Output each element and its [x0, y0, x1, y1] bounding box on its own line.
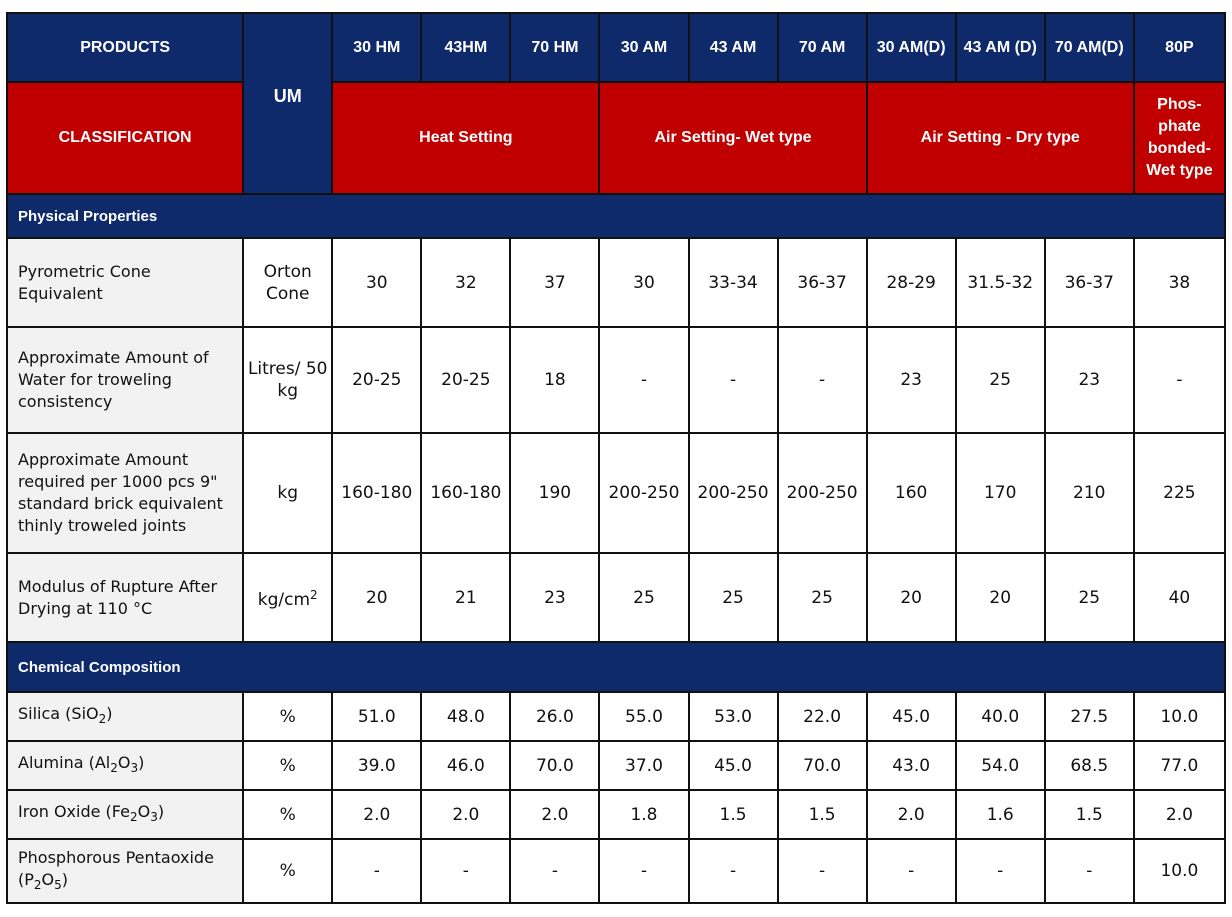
value-cell: 23 — [1045, 327, 1134, 433]
value-cell: - — [332, 839, 421, 903]
classification-air-wet: Air Setting- Wet type — [599, 82, 866, 194]
value-cell: 36-37 — [1045, 238, 1134, 327]
row-label: Approximate Amount required per 1000 pcs 9" standard brick equivalent thinly troweled joints — [7, 433, 243, 553]
value-cell: 1.5 — [689, 790, 778, 839]
value-cell: 1.5 — [1045, 790, 1134, 839]
value-cell: 33-34 — [689, 238, 778, 327]
value-cell: 1.5 — [778, 790, 867, 839]
row-unit: % — [243, 741, 332, 790]
value-cell: 27.5 — [1045, 692, 1134, 741]
value-cell: 2.0 — [1134, 790, 1225, 839]
value-cell: 25 — [956, 327, 1045, 433]
classification-header: CLASSIFICATION — [7, 82, 243, 194]
value-cell: 2.0 — [867, 790, 956, 839]
row-unit: $kg/cm^2$ — [243, 553, 332, 642]
refractory-mortar-spec-table — [6, 12, 1226, 904]
value-cell: 77.0 — [1134, 741, 1225, 790]
value-cell: 1.6 — [956, 790, 1045, 839]
row-unit: Litres/ 50 kg — [243, 327, 332, 433]
value-cell: 37.0 — [599, 741, 688, 790]
value-cell: 25 — [599, 553, 688, 642]
product-header: 70 HM — [510, 13, 599, 82]
value-cell: 68.5 — [1045, 741, 1134, 790]
um-header: UM — [243, 13, 332, 194]
value-cell: 38 — [1134, 238, 1225, 327]
value-cell: 37 — [510, 238, 599, 327]
value-cell: 200-250 — [689, 433, 778, 553]
row-label: Phosphorous Pentaoxide $(P_2O_5)$ — [7, 839, 243, 903]
row-unit: kg — [243, 433, 332, 553]
product-header: 43 AM — [689, 13, 778, 82]
value-cell: 2.0 — [332, 790, 421, 839]
value-cell: 54.0 — [956, 741, 1045, 790]
value-cell: 20 — [867, 553, 956, 642]
value-cell: 20-25 — [332, 327, 421, 433]
value-cell: - — [778, 327, 867, 433]
row-label: Iron Oxide $(Fe_2O_3)$ — [7, 790, 243, 839]
value-cell: 170 — [956, 433, 1045, 553]
row-unit: % — [243, 839, 332, 903]
product-header: 30 HM — [332, 13, 421, 82]
row-unit: Orton Cone — [243, 238, 332, 327]
row-label: Silica (SiO$_2$) — [7, 692, 243, 741]
product-header: 80P — [1134, 13, 1225, 82]
value-cell: 53.0 — [689, 692, 778, 741]
row-unit: % — [243, 692, 332, 741]
value-cell: - — [1045, 839, 1134, 903]
value-cell: 39.0 — [332, 741, 421, 790]
value-cell: - — [599, 327, 688, 433]
value-cell: 2.0 — [510, 790, 599, 839]
value-cell: 20-25 — [421, 327, 510, 433]
row-label: Modulus of Rupture After Drying at 110 °C — [7, 553, 243, 642]
products-header: PRODUCTS — [7, 13, 243, 82]
value-cell: 70.0 — [510, 741, 599, 790]
value-cell: 31.5-32 — [956, 238, 1045, 327]
value-cell: 18 — [510, 327, 599, 433]
classification-heat-setting: Heat Setting — [332, 82, 599, 194]
value-cell: 30 — [599, 238, 688, 327]
value-cell: 20 — [956, 553, 1045, 642]
value-cell: 23 — [510, 553, 599, 642]
value-cell: 70.0 — [778, 741, 867, 790]
value-cell: - — [421, 839, 510, 903]
value-cell: 25 — [689, 553, 778, 642]
value-cell: - — [1134, 327, 1225, 433]
value-cell: - — [778, 839, 867, 903]
product-header: 43 AM (D) — [956, 13, 1045, 82]
value-cell: 10.0 — [1134, 692, 1225, 741]
value-cell: 45.0 — [867, 692, 956, 741]
value-cell: 55.0 — [599, 692, 688, 741]
value-cell: - — [599, 839, 688, 903]
value-cell: 45.0 — [689, 741, 778, 790]
value-cell: 200-250 — [778, 433, 867, 553]
product-header: 43HM — [421, 13, 510, 82]
value-cell: 25 — [778, 553, 867, 642]
value-cell: 160 — [867, 433, 956, 553]
value-cell: 2.0 — [421, 790, 510, 839]
product-header: 30 AM(D) — [867, 13, 956, 82]
value-cell: 160-180 — [332, 433, 421, 553]
row-label: Pyrometric Cone Equivalent — [7, 238, 243, 327]
value-cell: 200-250 — [599, 433, 688, 553]
value-cell: 30 — [332, 238, 421, 327]
value-cell: 46.0 — [421, 741, 510, 790]
value-cell: 160-180 — [421, 433, 510, 553]
value-cell: - — [867, 839, 956, 903]
value-cell: 40 — [1134, 553, 1225, 642]
value-cell: 28-29 — [867, 238, 956, 327]
value-cell: - — [689, 327, 778, 433]
value-cell: 10.0 — [1134, 839, 1225, 903]
value-cell: 210 — [1045, 433, 1134, 553]
value-cell: - — [510, 839, 599, 903]
row-label: Alumina $(Al_2O_3)$ — [7, 741, 243, 790]
product-header: 70 AM — [778, 13, 867, 82]
classification-phosphate: Phos-phate bonded-Wet type — [1134, 82, 1225, 194]
classification-air-dry: Air Setting - Dry type — [867, 82, 1134, 194]
value-cell: 26.0 — [510, 692, 599, 741]
value-cell: 21 — [421, 553, 510, 642]
product-header: 30 AM — [599, 13, 688, 82]
value-cell: 36-37 — [778, 238, 867, 327]
value-cell: 190 — [510, 433, 599, 553]
section-chemical-composition: Chemical Composition — [7, 642, 1225, 692]
value-cell: 32 — [421, 238, 510, 327]
value-cell: 1.8 — [599, 790, 688, 839]
row-unit: % — [243, 790, 332, 839]
value-cell: 25 — [1045, 553, 1134, 642]
row-label: Approximate Amount of Water for troweling consistency — [7, 327, 243, 433]
value-cell: 225 — [1134, 433, 1225, 553]
section-physical-properties: Physical Properties — [7, 194, 1225, 238]
value-cell: 20 — [332, 553, 421, 642]
product-header: 70 AM(D) — [1045, 13, 1134, 82]
value-cell: 48.0 — [421, 692, 510, 741]
value-cell: - — [689, 839, 778, 903]
value-cell: 51.0 — [332, 692, 421, 741]
value-cell: 43.0 — [867, 741, 956, 790]
value-cell: 23 — [867, 327, 956, 433]
value-cell: - — [956, 839, 1045, 903]
value-cell: 22.0 — [778, 692, 867, 741]
value-cell: 40.0 — [956, 692, 1045, 741]
